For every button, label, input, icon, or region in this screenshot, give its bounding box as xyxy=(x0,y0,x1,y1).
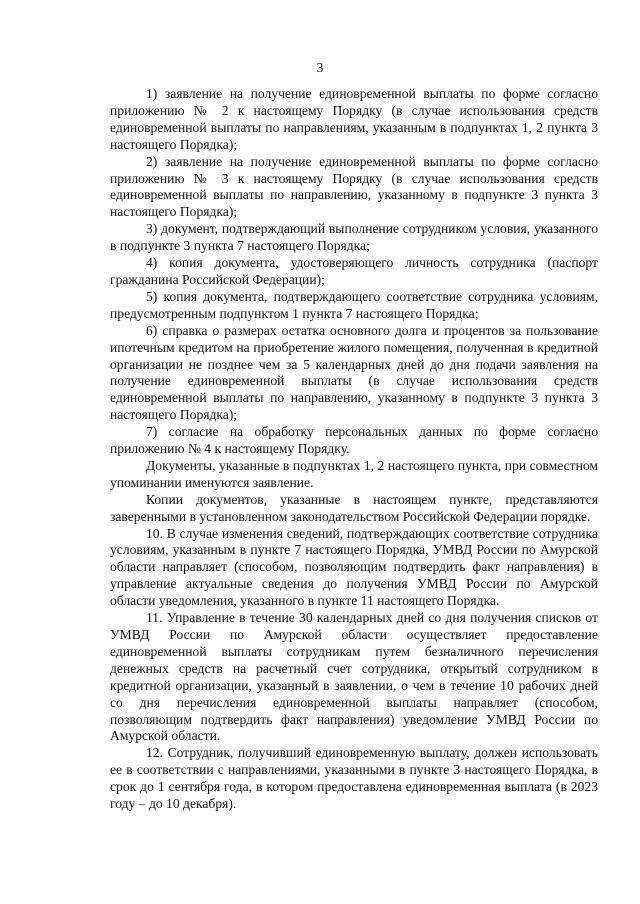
page-number: 3 xyxy=(316,60,324,75)
paragraph-item-4: 4) копия документа, удостоверяющего личность сотрудника (паспорт гражданина Российской Федерации); xyxy=(110,255,598,287)
paragraph-documents-note: Документы, указанные в подпунктах 1, 2 настоящего пункта, при совместном упоминании именуются заявление. xyxy=(110,457,598,490)
paragraph-item-6: 6) справка о размерах остатка основного долга и процентов за пользование ипотечным кредитом на приобретение жилого помещения, полученная в кредитной организации не позднее чем за 5 календарных дней до дня подачи заявления на получение единовременной выплаты (в случае использования средств единовременной выплаты по направлению, указанному в подпункте 3 пункта 3 настоящего Порядка); xyxy=(110,322,598,423)
paragraph-item-7: 7) согласие на обработку персональных данных по форме согласно приложению № 4 к настоящему Порядку. xyxy=(110,424,598,457)
document-body xyxy=(110,86,598,813)
paragraph-clause-11: 11. Управление в течение 30 календарных дней со дня получения списков от УМВД России по Амурской области осуществляет предоставление единовременной выплаты сотрудникам путем безналичного перечисления денежных средств на расчетный счет сотрудника, открытый сотрудником в кредитной организации, указанный в заявлении, о чем в течение 10 рабочих дней со дня перечисления единовременной выплаты направляет (способом, позволяющим подтвердить факт направления) уведомление УМВД России по Амурской области. xyxy=(110,610,598,744)
paragraph-copies-note: Копии документов, указанные в настоящем пункте, представляются заверенными в установленном законодательством Российской Федерации порядке. xyxy=(110,491,598,524)
paragraph-item-2: 2) заявление на получение единовременной выплаты по форме согласно приложению № 3 к настоящему Порядку (в случае использования средств единовременной выплаты по направлению, указанному в подпункте 3 пункта 3 настоящего Порядка); xyxy=(110,153,598,220)
paragraph-clause-12: 12. Сотрудник, получивший единовременную выплату, должен использовать ее в соответствии с направлениями, указанными в пункте 3 настоящего Порядка, в срок до 1 сентября года, в котором предоставлена единовременная выплата (в 2023 году – до 10 декабря). xyxy=(110,745,598,812)
paragraph-clause-10: 10. В случае изменения сведений, подтверждающих соответствие сотрудника условиям, указанным в пункте 7 настоящего Порядка, УМВД России по Амурской области направляет (способом, позволяющим подтвердить факт направления) в управление актуальные сведения до получения УМВД России по Амурской области уведомления, указанного в пункте 11 настоящего Порядка. xyxy=(110,525,598,609)
paragraph-item-3: 3) документ, подтверждающий выполнение сотрудником условия, указанного в подпункте 3 пункта 7 настоящего Порядка; xyxy=(110,221,598,254)
paragraph-item-1: 1) заявление на получение единовременной выплаты по форме согласно приложению № 2 к настоящему Порядку (в случае использования средств единовременной выплаты по направлениям, указанным в подпунктах 1, 2 пункта 3 настоящего Порядка); xyxy=(110,86,598,152)
paragraph-item-5: 5) копия документа, подтверждающего соответствие сотрудника условиям, предусмотренным подпунктом 1 пункта 7 настоящего Порядка; xyxy=(110,288,598,321)
